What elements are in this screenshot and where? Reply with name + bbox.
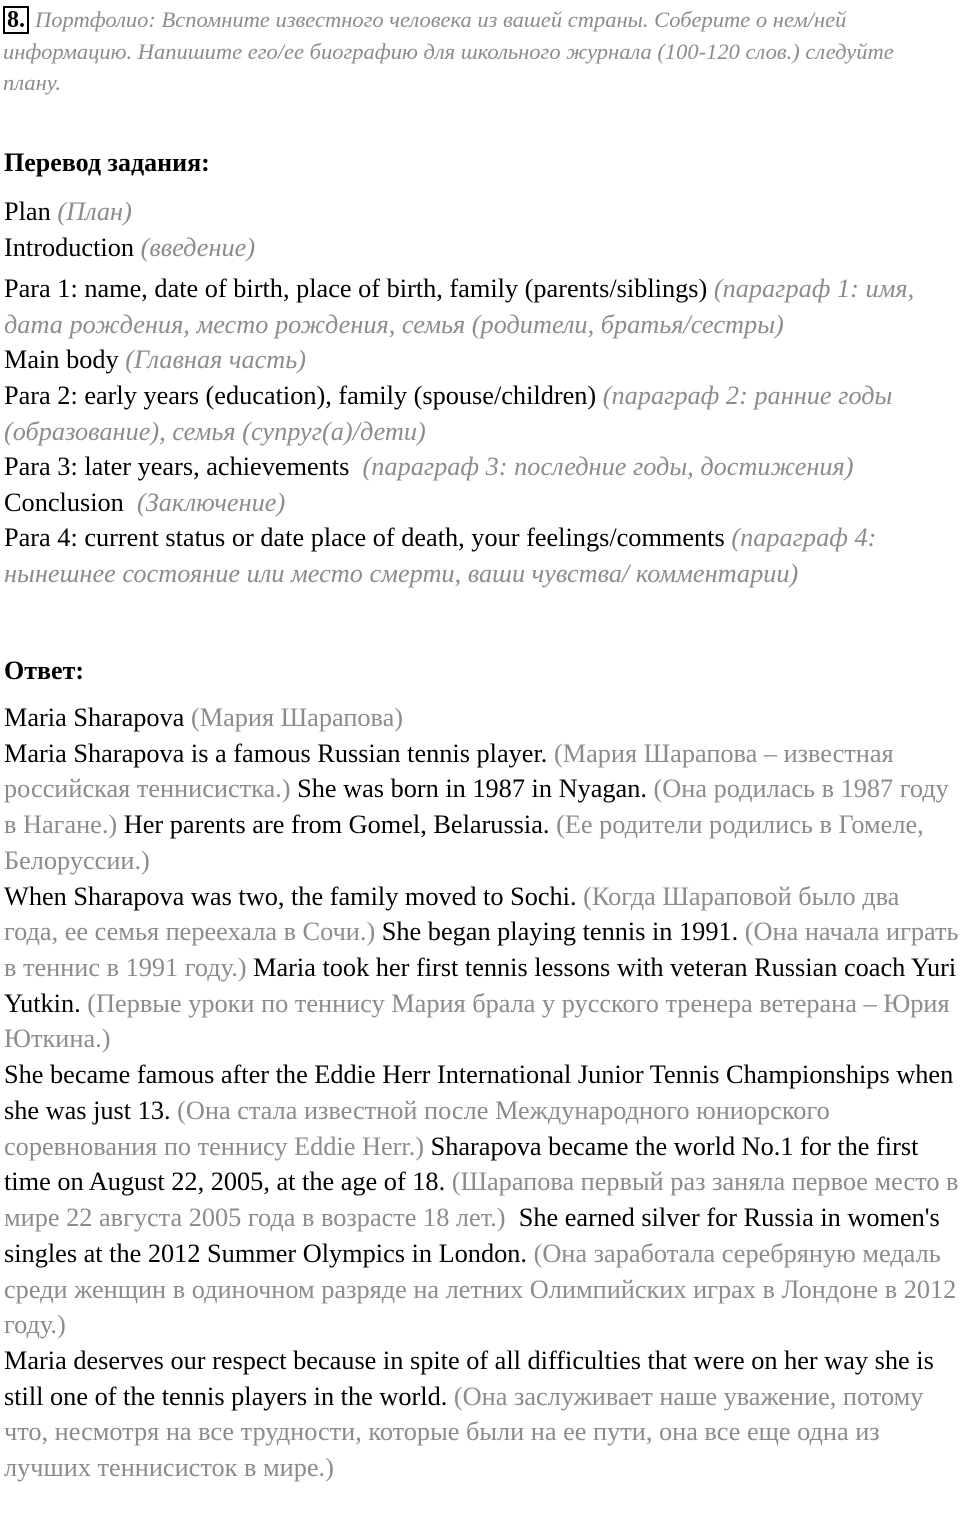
plan-item: Para 2: early years (education), family (spouse/children) (параграф 2: ранние годы (образование), семья (супруг(а)/дети) [4, 380, 893, 446]
plan-item: Para 1: name, date of birth, place of birth, family (parents/siblings) (параграф 1: имя, дата рождения, место рождения, семья (родители, братья/сестры) [4, 274, 915, 339]
plan-list [4, 194, 959, 592]
plan-item: Para 4: current status or date place of death, your feelings/comments (параграф 4: нынешнее состояние или место смерти, ваши чувства/ комментарии) [4, 523, 877, 588]
answer-heading: Ответ: [4, 656, 85, 685]
answer-paragraph-2: When Sharapova was two, the family moved to Sochi. (Когда Шараповой было два года, ее семья переехала в Сочи.) She began playing tennis in 1991. (Она начала играть в теннис в 1991 году.) Maria took her first tennis lessons with veteran Russian coach Yuri Yutkin. (Первые уроки по теннису Мария брала у русского тренера ветерана – Юрия Юткина.) [4, 881, 959, 1054]
task-instruction [3, 4, 953, 99]
plan-item: Introduction (введение) [4, 232, 256, 262]
plan-item: Para 3: later years, achievements (параграф 3: последние годы, достижения) [4, 452, 854, 482]
plan-item: Main body (Главная часть) [4, 345, 307, 375]
task-number: 8. [3, 6, 29, 34]
translation-heading: Перевод задания: [4, 148, 210, 177]
task-text: Портфолио: Вспомните известного человека из вашей страны. Соберите о нем/ней информацию. Напишите его/ее биографию для школьного журнала (100-120 слов.) следуйте плану. [3, 7, 894, 95]
answer-paragraph-3: She became famous after the Eddie Herr International Junior Tennis Championships when she was just 13. (Она стала известной после Международного юниорского соревнования по теннису Eddie Herr.) Sharapova became the world No.1 for the first time on August 22, 2005, at the age of 18. (Шарапова первый раз заняла первое место в мире 22 августа 2005 года в возрасте 18 лет.) She earned silver for Russia in women's singles at the 2012 Summer Olympics in London. (Она заработала серебряную медаль среди женщин в одиночном разряде на летних Олимпийских играх в Лондоне в 2012 году.) [4, 1060, 959, 1340]
answer-title: Maria Sharapova (Мария Шарапова) [4, 703, 404, 732]
answer-text [4, 700, 959, 1486]
answer-paragraph-1: Maria Sharapova is a famous Russian tennis player. (Мария Шарапова – известная российская теннисистка.) She was born in 1987 in Nyagan. (Она родилась в 1987 году в Нагане.) Her parents are from Gomel, Belarussia. (Ее родители родились в Гомеле, Белоруссии.) [4, 738, 949, 875]
plan-item: Conclusion (Заключение) [4, 487, 286, 517]
answer-paragraph-4: Maria deserves our respect because in spite of all difficulties that were on her way she is still one of the tennis players in the world. (Она заслуживает наше уважение, потому что, несмотря на все трудности, которые были на ее пути, она все еще одна из лучших теннисисток в мире.) [4, 1345, 934, 1483]
plan-item: Plan (План) [4, 197, 132, 226]
